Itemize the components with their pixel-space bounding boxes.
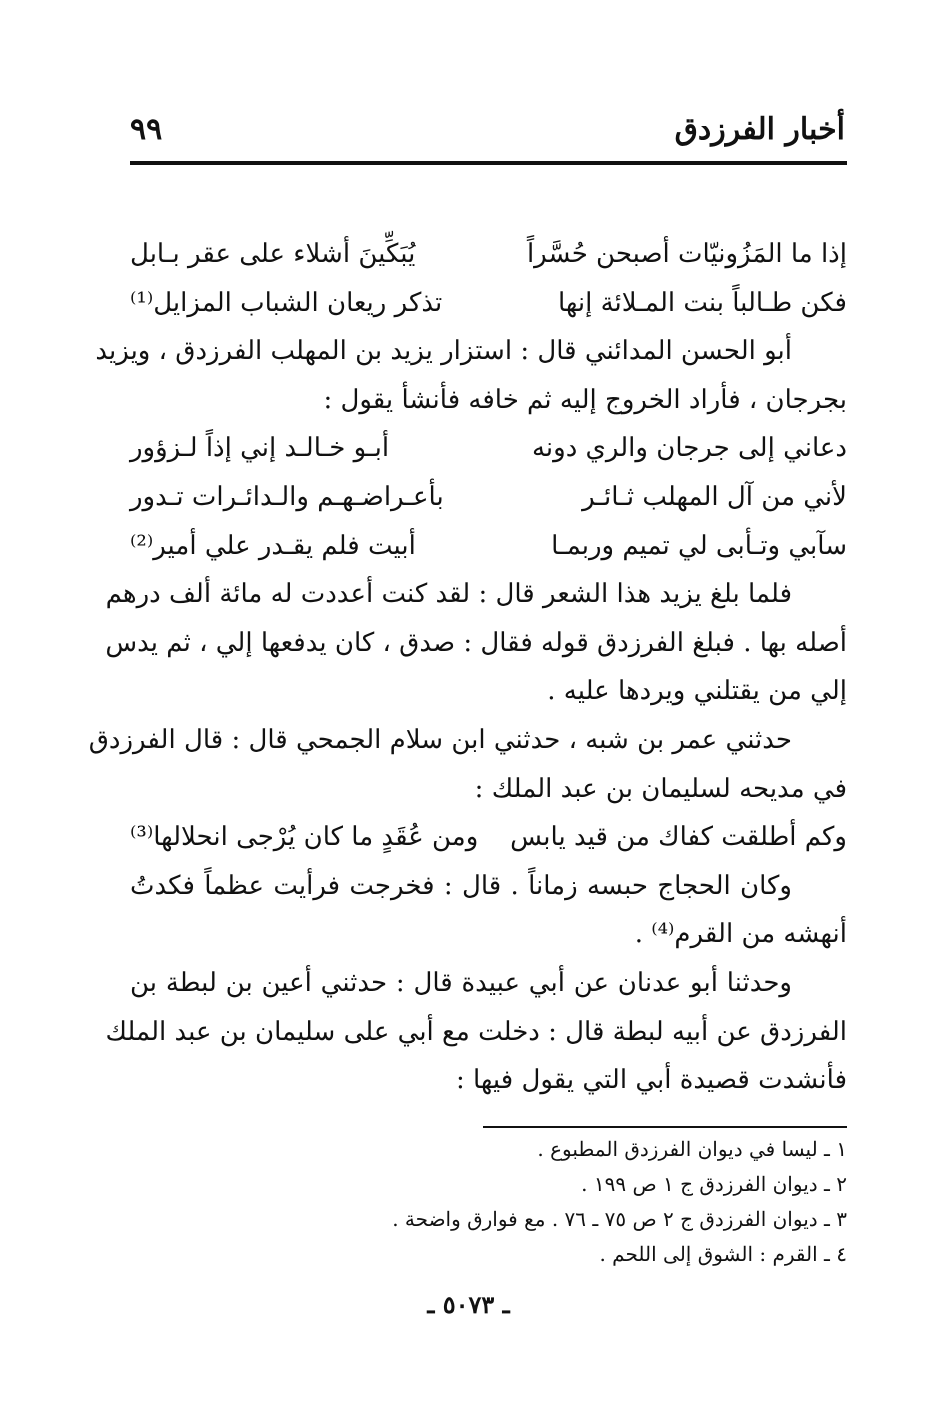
verse-first-hemistich: لأني من آل المهلب ثـائـر: [582, 481, 847, 512]
footnotes: [130, 1132, 847, 1272]
verse-line: [130, 279, 847, 328]
verse-second-hemistich: يُبَكِّينَ أشلاء على عقر بـابل: [130, 239, 416, 269]
running-title: أخبار الفرزدق: [674, 112, 845, 147]
verse-line: [130, 813, 847, 862]
prose-line: وكان الحجاج حبسه زماناً . قال : فخرجت فرأيت عظماً فكدتُ: [130, 870, 792, 901]
footnote-4: ٤ ـ القرم : الشوق إلى اللحم .: [599, 1242, 847, 1266]
prose-line: فلما بلغ يزيد هذا الشعر قال : لقد كنت أعددت له مائة ألف درهم: [105, 579, 792, 610]
header-rule: [130, 161, 847, 165]
verse-second-hemistich: تذكر ريعان الشباب المزايل⁽¹⁾: [130, 287, 443, 318]
body-text: [88, 230, 847, 1105]
verse-first-hemistich: فكن طـالباً بنت المـلائة إنها: [557, 287, 847, 318]
footnote-1: ١ ـ ليسا في ديوان الفرزدق المطبوع .: [537, 1137, 847, 1161]
footnote-3: ٣ ـ ديوان الفرزدق ج ٢ ص ٧٥ ـ ٧٦ . مع فوارق واضحة .: [392, 1207, 847, 1231]
verse-first-hemistich: وكم أطلقت كفاك من قيد يابس: [510, 822, 847, 853]
verse-second-hemistich: بأعـراضـهـم والـدائـرات تـدور: [130, 481, 444, 512]
verse-first-hemistich: دعاني إلى جرجان والري دونه: [531, 433, 847, 464]
verse-second-hemistich: ومن عُقَدٍ ما كان يُرْجى انحلالها⁽³⁾: [130, 822, 479, 853]
prose-line: الفرزدق عن أبيه لبطة قال : دخلت مع أبي على سليمان بن عبد الملك: [105, 1016, 847, 1047]
prose-line: أنهشه من القرم⁽⁴⁾ .: [634, 919, 847, 950]
page-number: ٩٩: [130, 112, 163, 147]
page-header: [130, 112, 845, 162]
prose-line: فأنشدت قصيدة أبي التي يقول فيها :: [455, 1065, 847, 1096]
verse-line: [130, 424, 847, 473]
verse-line: [130, 522, 847, 571]
prose-line: في مديحه لسليمان بن عبد الملك :: [474, 773, 847, 804]
footnote-2: ٢ ـ ديوان الفرزدق ج ١ ص ١٩٩ .: [581, 1172, 847, 1196]
prose-line: وحدثنا أبو عدنان عن أبي عبيدة قال : حدثني أعين بن لبطة بن: [130, 967, 792, 998]
verse-line: [130, 473, 847, 522]
footnote-rule: [483, 1126, 847, 1128]
verse-second-hemistich: أبـو خـالـد إني إذاً لـزؤور: [130, 433, 390, 464]
verse-first-hemistich: سآبي وتـأبى لي تميم وربمـا: [551, 530, 847, 561]
prose-line: أصله بها . فبلغ الفرزدق قوله فقال : صدق ، كان يدفعها إلي ، ثم يدس: [105, 627, 847, 658]
prose-line: إلي من يقتلني ويردها عليه .: [547, 676, 847, 707]
prose-line: أبو الحسن المدائني قال : استزار يزيد بن المهلب الفرزدق ، ويزيد: [95, 336, 792, 367]
prose-line: حدثني عمر بن شبه ، حدثني ابن سلام الجمحي قال : قال الفرزدق: [88, 724, 792, 755]
folio-number: ـ ٥٠٧٣ ـ: [427, 1290, 510, 1319]
prose-line: بجرجان ، فأراد الخروج إليه ثم خافه فأنشأ يقول :: [323, 384, 847, 415]
verse-line: [130, 230, 847, 279]
verse-second-hemistich: أبيت فلم يقـدر علي أمير⁽²⁾: [130, 530, 416, 561]
verse-first-hemistich: إذا ما المَزُونيّات أصبحن حُسَّراً: [526, 239, 847, 269]
